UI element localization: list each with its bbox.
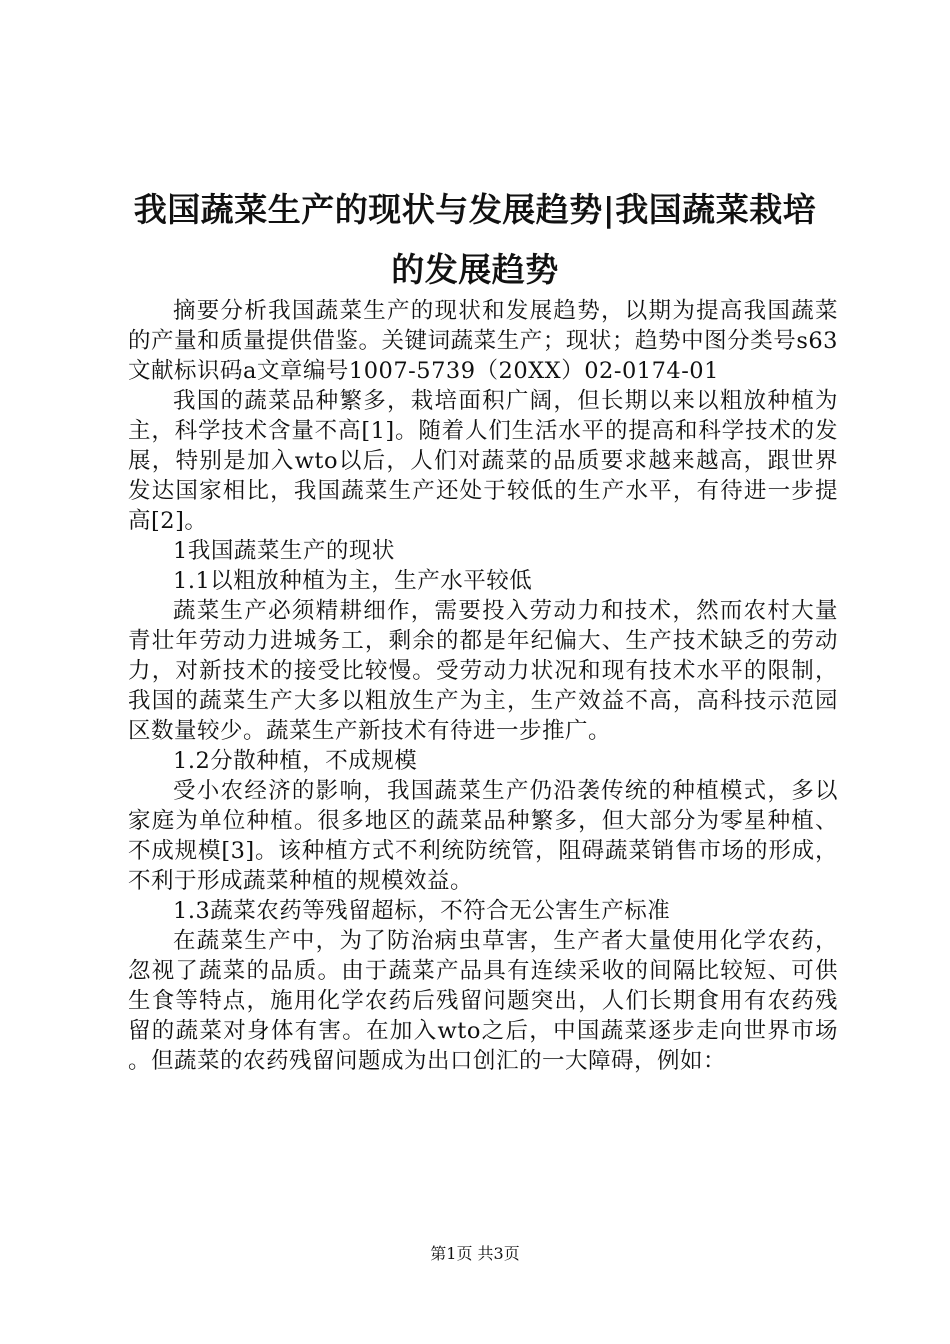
abstract-paragraph: 摘要分析我国蔬菜生产的现状和发展趋势，以期为提高我国蔬菜的产量和质量提供借鉴。关键词蔬菜生产；现状；趋势中图分类号s63文献标识码a文章编号1007-5739（20XX）02-0174-01 <box>128 298 838 384</box>
subsection-heading: 1.2分散种植，不成规模 <box>173 748 418 774</box>
section-heading: 1我国蔬菜生产的现状 <box>173 538 395 564</box>
page-footer: 第1页 共3页 <box>430 1244 520 1263</box>
subsection-heading: 1.3蔬菜农药等残留超标，不符合无公害生产标准 <box>173 898 671 924</box>
body-paragraph: 蔬菜生产必须精耕细作，需要投入劳动力和技术，然而农村大量青壮年劳动力进城务工，剩余的都是年纪偏大、生产技术缺乏的劳动力，对新技术的接受比较慢。受劳动力状况和现有技术水平的限制，我国的蔬菜生产大多以粗放生产为主，生产效益不高，高科技示范园区数量较少。蔬菜生产新技术有待进一步推广。 <box>128 598 838 744</box>
document-title: 我国蔬菜生产的现状与发展趋势|我国蔬菜栽培的发展趋势 <box>133 190 817 289</box>
body-paragraph: 受小农经济的影响，我国蔬菜生产仍沿袭传统的种植模式，多以家庭为单位种植。很多地区的蔬菜品种繁多，但大部分为零星种植、不成规模[3]。该种植方式不利统防统管，阻碍蔬菜销售市场的形成，不利于形成蔬菜种植的规模效益。 <box>128 778 838 894</box>
document-body <box>128 296 838 1076</box>
body-paragraph: 在蔬菜生产中，为了防治病虫草害，生产者大量使用化学农药，忽视了蔬菜的品质。由于蔬菜产品具有连续采收的间隔比较短、可供生食等特点，施用化学农药后残留问题突出，人们长期食用有农药残留的蔬菜对身体有害。在加入wto之后，中国蔬菜逐步走向世界市场。但蔬菜的农药残留问题成为出口创汇的一大障碍，例如： <box>128 928 838 1074</box>
intro-paragraph: 我国的蔬菜品种繁多，栽培面积广阔，但长期以来以粗放种植为主，科学技术含量不高[1]。随着人们生活水平的提高和科学技术的发展，特别是加入wto以后，人们对蔬菜的品质要求越来越高，跟世界发达国家相比，我国蔬菜生产还处于较低的生产水平，有待进一步提高[2]。 <box>128 388 838 534</box>
subsection-heading: 1.1以粗放种植为主，生产水平较低 <box>173 568 533 594</box>
